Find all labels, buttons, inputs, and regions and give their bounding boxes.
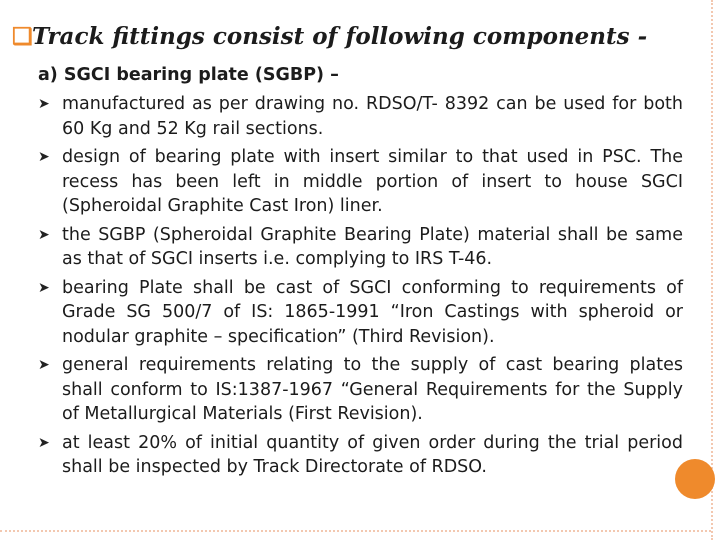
list-item-text: the SGBP (Spheroidal Graphite Bearing Plate) material shall be same as that of SGCI inserts i.e. complying to IRS T-46.: [62, 224, 683, 269]
slide-title-text: Track fittings consist of following components -: [32, 23, 648, 50]
list-item-text: design of bearing plate with insert similar to that used in PSC. The recess has been left in middle portion of insert to house SGCI (Spheroidal Graphite Cast Iron) liner.: [62, 147, 683, 216]
list-item: [38, 431, 683, 480]
title-bullet-icon: ❑: [12, 23, 33, 50]
list-item: [38, 92, 683, 141]
arrow-bullet-icon: ➤: [38, 96, 50, 112]
list-item-text: general requirements relating to the supply of cast bearing plates shall conform to IS:1387-1967 “General Requirements for the Supply of Metallurgical Materials (First Revision).: [62, 355, 683, 424]
list-item: [38, 276, 683, 350]
list-item: [38, 223, 683, 272]
arrow-bullet-icon: ➤: [38, 434, 50, 451]
arrow-bullet-icon: ➤: [38, 357, 50, 373]
arrow-bullet-icon: ➤: [38, 149, 50, 165]
list-item: [38, 353, 683, 427]
bullet-list: [38, 92, 683, 484]
list-item: [38, 145, 683, 219]
list-item-text: at least 20% of initial quantity of given order during the trial period shall be inspected by Track Directorate of RDSO.: [62, 432, 683, 477]
arrow-bullet-icon: ➤: [38, 226, 50, 243]
slide-title: [12, 22, 712, 52]
list-item-text: manufactured as per drawing no. RDSO/T- 8392 can be used for both 60 Kg and 52 Kg rail sections.: [62, 94, 683, 139]
list-item-text: bearing Plate shall be cast of SGCI conforming to requirements of Grade SG 500/7 of IS: 1865-1991 “Iron Castings with spheroid or nodular graphite – specification” (Third Revision).: [62, 277, 683, 347]
subheading: a) SGCI bearing plate (SGBP) –: [38, 65, 339, 85]
arrow-bullet-icon: ➤: [38, 279, 50, 296]
